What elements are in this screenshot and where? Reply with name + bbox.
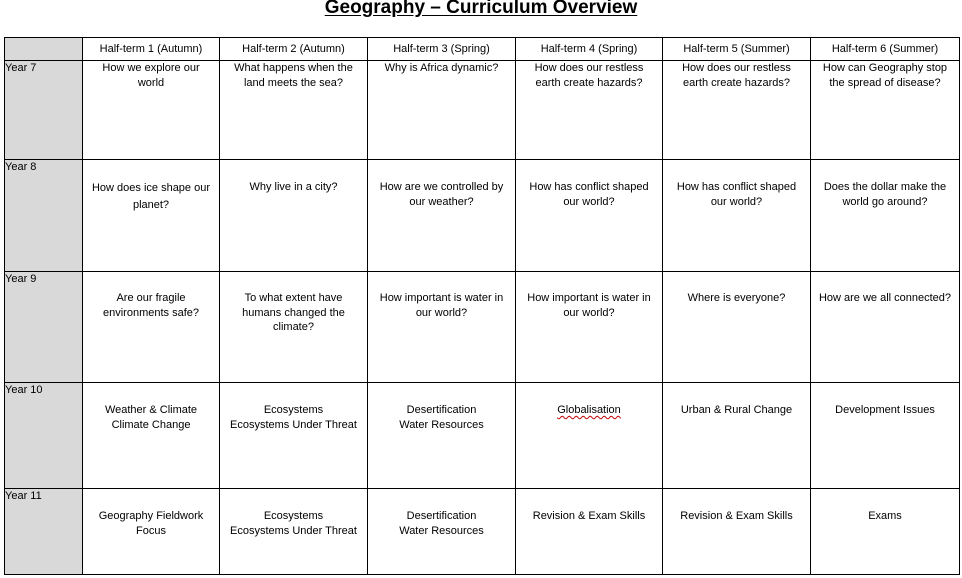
cell-line: earth create hazards? bbox=[535, 76, 643, 89]
table-cell bbox=[516, 272, 663, 383]
cell-line: Revision & Exam Skills bbox=[532, 510, 646, 522]
cell-line: Ecosystems Under Threat bbox=[230, 524, 357, 537]
document-title: Geography – Curriculum Overview bbox=[324, 0, 638, 18]
table-cell bbox=[220, 160, 368, 272]
table-row-year-9 bbox=[5, 272, 960, 383]
table-cell bbox=[516, 61, 663, 160]
cell-line: Ecosystems bbox=[263, 404, 324, 416]
cell-line: How has conflict shaped bbox=[676, 181, 797, 193]
table-row-year-8 bbox=[5, 160, 960, 272]
cell-line: How important is water in bbox=[527, 292, 651, 304]
column-header-half-term-2: Half-term 2 (Autumn) bbox=[220, 38, 368, 61]
cell-line: How does ice shape our bbox=[91, 182, 210, 194]
cell-line: Exams bbox=[868, 510, 902, 522]
cell-line: the spread of disease? bbox=[829, 76, 941, 89]
table-cell bbox=[516, 489, 663, 575]
cell-line: Where is everyone? bbox=[687, 292, 786, 304]
cell-line: our world? bbox=[415, 306, 468, 319]
table-row-year-7 bbox=[5, 61, 960, 160]
cell-line: How are we all connected? bbox=[818, 292, 952, 304]
cell-line: Ecosystems Under Threat bbox=[230, 418, 357, 431]
spellcheck-underlined-text: Globalisation bbox=[557, 404, 621, 416]
column-header-half-term-5: Half-term 5 (Summer) bbox=[663, 38, 811, 61]
table-cell bbox=[83, 272, 220, 383]
corner-cell bbox=[5, 38, 83, 61]
cell-line: How does our restless bbox=[682, 62, 791, 74]
cell-line: Urban & Rural Change bbox=[680, 404, 793, 416]
cell-line: How can Geography stop bbox=[822, 62, 948, 74]
cell-line: Desertification bbox=[406, 510, 477, 522]
cell-line: world bbox=[137, 76, 165, 89]
column-header-half-term-6: Half-term 6 (Summer) bbox=[811, 38, 960, 61]
cell-line: Desertification bbox=[406, 404, 477, 416]
table-cell bbox=[368, 272, 516, 383]
cell-line: Water Resources bbox=[399, 524, 484, 537]
table-cell bbox=[663, 272, 811, 383]
cell-line: humans changed the bbox=[242, 306, 345, 319]
cell-line bbox=[516, 403, 662, 418]
table-cell bbox=[83, 383, 220, 489]
cell-line: How are we controlled by bbox=[379, 181, 504, 193]
table-cell bbox=[83, 61, 220, 160]
table-cell bbox=[811, 383, 960, 489]
cell-line: our world? bbox=[710, 195, 763, 208]
cell-line: earth create hazards? bbox=[682, 76, 790, 89]
cell-line: How does our restless bbox=[534, 62, 644, 74]
column-header-half-term-4: Half-term 4 (Spring) bbox=[516, 38, 663, 61]
table-cell bbox=[811, 489, 960, 575]
table-cell bbox=[516, 160, 663, 272]
row-header-year-10: Year 10 bbox=[5, 383, 83, 489]
cell-line: How has conflict shaped bbox=[529, 181, 649, 193]
cell-line: Development Issues bbox=[835, 404, 935, 416]
header-row bbox=[5, 38, 960, 61]
table-cell bbox=[220, 489, 368, 575]
row-header-year-11: Year 11 bbox=[5, 489, 83, 575]
table-cell bbox=[811, 272, 960, 383]
table-cell bbox=[516, 383, 663, 489]
cell-line: land meets the sea? bbox=[243, 76, 344, 89]
cell-line: How important is water in bbox=[379, 292, 504, 304]
table-cell bbox=[663, 61, 811, 160]
cell-line: Ecosystems bbox=[263, 510, 324, 522]
curriculum-table bbox=[4, 37, 960, 575]
cell-line: world go around? bbox=[842, 195, 928, 208]
column-header-half-term-3: Half-term 3 (Spring) bbox=[368, 38, 516, 61]
cell-line: Are our fragile bbox=[116, 292, 186, 304]
cell-line: environments safe? bbox=[103, 306, 199, 319]
cell-line: Why is Africa dynamic? bbox=[384, 62, 499, 74]
cell-line: How we explore our bbox=[102, 62, 200, 74]
cell-line: Water Resources bbox=[399, 418, 484, 431]
table-cell bbox=[811, 160, 960, 272]
column-header-half-term-1: Half-term 1 (Autumn) bbox=[83, 38, 220, 61]
table-cell bbox=[83, 489, 220, 575]
cell-line: climate? bbox=[273, 321, 314, 333]
table-cell bbox=[368, 160, 516, 272]
table-cell bbox=[220, 272, 368, 383]
cell-line: To what extent have bbox=[244, 292, 343, 304]
table-cell bbox=[811, 61, 960, 160]
table-cell bbox=[368, 489, 516, 575]
table-cell bbox=[663, 383, 811, 489]
cell-line: Climate Change bbox=[111, 418, 191, 431]
cell-line: planet? bbox=[132, 199, 170, 211]
table-cell bbox=[368, 61, 516, 160]
cell-line: Revision & Exam Skills bbox=[680, 510, 793, 522]
table-row-year-11 bbox=[5, 489, 960, 575]
table-cell bbox=[663, 489, 811, 575]
row-header-year-9: Year 9 bbox=[5, 272, 83, 383]
cell-line: our world? bbox=[563, 306, 615, 319]
table-cell bbox=[220, 383, 368, 489]
cell-line: Does the dollar make the bbox=[823, 181, 947, 193]
row-header-year-8: Year 8 bbox=[5, 160, 83, 272]
table-cell bbox=[663, 160, 811, 272]
cell-line: What happens when the bbox=[234, 62, 353, 74]
table-row-year-10 bbox=[5, 383, 960, 489]
cell-line: Why live in a city? bbox=[249, 181, 338, 193]
table-cell bbox=[83, 160, 220, 272]
cell-line: Geography Fieldwork bbox=[98, 510, 204, 522]
cell-line: Focus bbox=[136, 524, 166, 537]
cell-line: our world? bbox=[563, 195, 615, 208]
cell-line: our weather? bbox=[409, 195, 474, 208]
table-cell bbox=[220, 61, 368, 160]
table-cell bbox=[368, 383, 516, 489]
row-header-year-7: Year 7 bbox=[5, 61, 83, 160]
cell-line: Weather & Climate bbox=[104, 404, 198, 416]
